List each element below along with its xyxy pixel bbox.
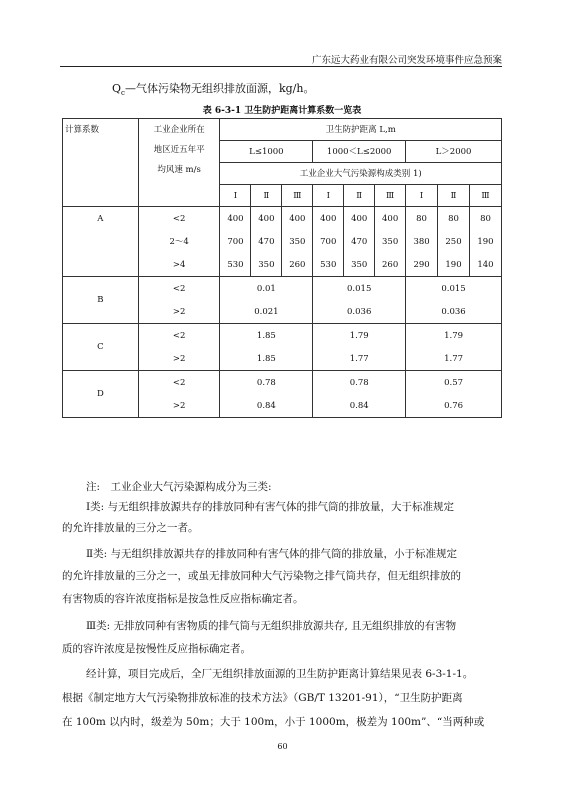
class-8: Ⅱ [438, 185, 470, 207]
value-cell: 0.84 [220, 394, 313, 418]
body-line-2: 根据《制定地方大气污染物排放标准的技术方法》（GB/T 13201-91），“卫生防护距离 [62, 692, 463, 704]
note-class2-line1: Ⅱ类: 与无组织排放源共存的排放同种有害气体的排气筒的排放量，小于标准规定 [86, 548, 458, 560]
note-intro: 注: 工业企业大气污染源构成分为三类: [86, 481, 272, 493]
body-line-1: 经计算，项目完成后，全厂无组织排放面源的卫生防护距离计算结果见表 6-3-1-1。 [86, 668, 474, 680]
class-9: Ⅲ [469, 185, 501, 207]
table-row [63, 277, 502, 301]
header-distance: 卫生防护距离 L,m [220, 119, 502, 141]
note-class2-line2: 的允许排放量的三分之一，或虽无排放同种大气污染物之排气筒共存，但无组织排放的 [62, 570, 461, 582]
class-3: Ⅲ [282, 185, 313, 207]
wind-cell: <2 [138, 324, 220, 348]
value-cell: 0.78 [313, 371, 406, 395]
value-cell: 1.77 [313, 347, 406, 371]
value-cell: 530 [220, 253, 251, 277]
class-7: I [406, 185, 438, 207]
value-cell: 0.76 [406, 394, 502, 418]
note-class3-line2: 质的容许浓度是按慢性反应指标确定者。 [62, 643, 251, 655]
value-cell: 470 [344, 230, 375, 253]
wind-cell: >4 [138, 253, 220, 277]
value-cell: 190 [469, 230, 501, 253]
value-cell: 350 [344, 253, 375, 277]
value-cell: 530 [313, 253, 344, 277]
value-cell: 700 [220, 230, 251, 253]
note-class1-line2: 的允许排放量的三分之一者。 [62, 522, 199, 534]
value-cell: 190 [438, 253, 470, 277]
coef-label-d: D [63, 371, 139, 418]
value-cell: 260 [375, 253, 406, 277]
value-cell: 400 [344, 207, 375, 231]
value-cell: 290 [406, 253, 438, 277]
value-cell: 0.57 [406, 371, 502, 395]
value-cell: 0.01 [220, 277, 313, 301]
value-cell: 350 [251, 253, 282, 277]
wind-cell: <2 [138, 277, 220, 301]
value-cell: 1.79 [406, 324, 502, 348]
value-cell: 400 [282, 207, 313, 231]
table-row [63, 324, 502, 348]
wind-cell: >2 [138, 300, 220, 324]
value-cell: 400 [251, 207, 282, 231]
value-cell: 1.77 [406, 347, 502, 371]
value-cell: 140 [469, 253, 501, 277]
wind-cell: <2 [138, 207, 220, 231]
value-cell: 400 [375, 207, 406, 231]
table-row [63, 207, 502, 231]
header-coef: 计算系数 [65, 125, 100, 135]
class-4: I [313, 185, 344, 207]
value-cell: 80 [406, 207, 438, 231]
value-cell: 350 [375, 230, 406, 253]
wind-cell: >2 [138, 394, 220, 418]
header-wind-line1: 工业企业所在 [153, 125, 205, 135]
wind-cell: 2～4 [138, 230, 220, 253]
definition-line [112, 80, 314, 97]
range-1: L≤1000 [220, 141, 313, 163]
value-cell: 250 [438, 230, 470, 253]
range-2: 1000＜L≤2000 [313, 141, 406, 163]
coef-label-a: A [63, 207, 139, 277]
header-wind-line2: 地区近五年平 [153, 145, 205, 155]
coef-label-b: B [63, 277, 139, 324]
header-rule [60, 66, 502, 67]
value-cell: 0.015 [313, 277, 406, 301]
note-class2-line3: 有害物质的容许浓度指标是按急性反应指标确定者。 [62, 593, 304, 605]
value-cell: 400 [313, 207, 344, 231]
value-cell: 80 [438, 207, 470, 231]
class-1: I [220, 185, 251, 207]
class-6: Ⅲ [375, 185, 406, 207]
coef-label-c: C [63, 324, 139, 371]
table-row [63, 371, 502, 395]
value-cell: 0.78 [220, 371, 313, 395]
value-cell: 470 [251, 230, 282, 253]
page-number: 60 [277, 742, 288, 751]
coefficient-table [62, 118, 502, 418]
value-cell: 0.015 [406, 277, 502, 301]
value-cell: 0.021 [220, 300, 313, 324]
value-cell: 0.036 [406, 300, 502, 324]
class-5: Ⅱ [344, 185, 375, 207]
body-line-3: 在 100m 以内时，级差为 50m；大于 100m，小于 1000m，极差为 100m”、“当两种或 [62, 716, 485, 728]
value-cell: 400 [220, 207, 251, 231]
wind-cell: <2 [138, 371, 220, 395]
value-cell: 380 [406, 230, 438, 253]
range-3: L＞2000 [406, 141, 502, 163]
page-header: 广东远大药业有限公司突发环境事件应急预案 [311, 55, 502, 66]
definition-text: —气体污染物无组织排放面源，kg/h。 [124, 82, 315, 95]
value-cell: 1.85 [220, 347, 313, 371]
value-cell: 0.84 [313, 394, 406, 418]
table-title: 表 6-3-1 卫生防护距离计算系数一览表 [202, 106, 362, 116]
value-cell: 0.036 [313, 300, 406, 324]
class-2: Ⅱ [251, 185, 282, 207]
wind-cell: >2 [138, 347, 220, 371]
value-cell: 350 [282, 230, 313, 253]
note-class1-line1: Ⅰ类: 与无组织排放源共存的排放同种有害气体的排气筒的排放量，大于标准规定 [86, 501, 455, 513]
header-wind-line3: 均风速 m/s [157, 165, 201, 175]
header-class: 工业企业大气污染源构成类别 1) [220, 163, 502, 185]
note-class3-line1: Ⅲ类: 无排放同种有害物质的排气筒与无组织排放源共存, 且无组织排放的有害物 [86, 620, 457, 632]
value-cell: 1.85 [220, 324, 313, 348]
header-wind [138, 119, 220, 207]
value-cell: 1.79 [313, 324, 406, 348]
value-cell: 700 [313, 230, 344, 253]
value-cell: 80 [469, 207, 501, 231]
value-cell: 260 [282, 253, 313, 277]
definition-subscript: c [121, 89, 125, 98]
definition-symbol: Q [112, 82, 122, 95]
